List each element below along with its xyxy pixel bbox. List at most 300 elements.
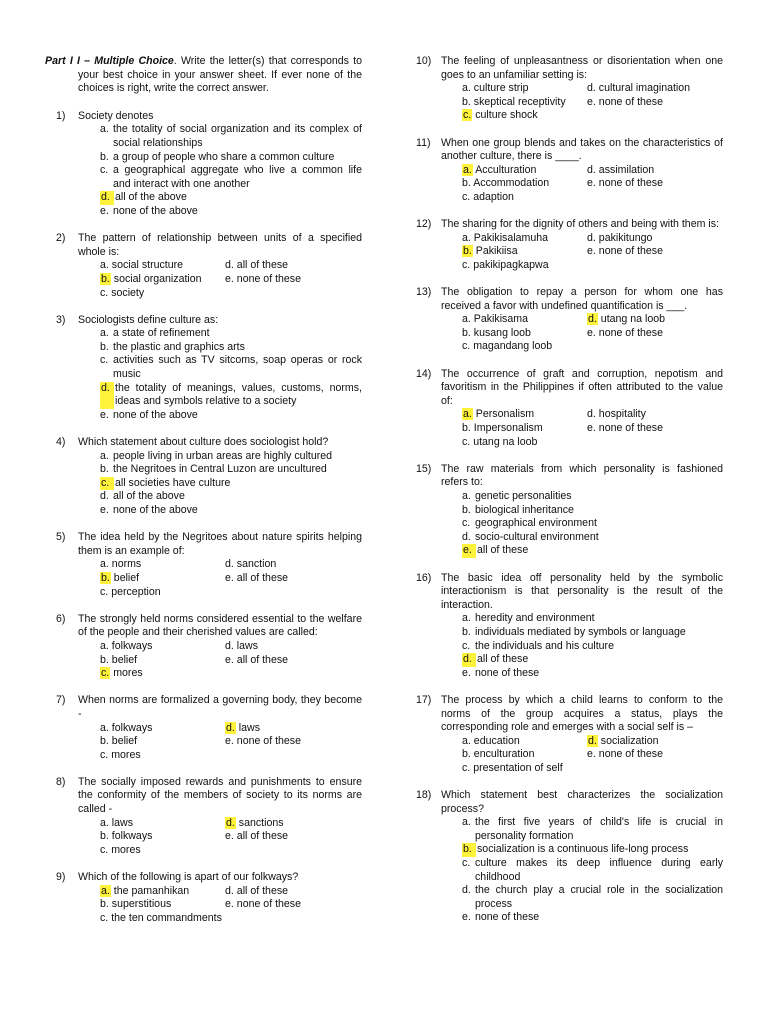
selected-answer-letter: d. xyxy=(588,734,597,747)
question-text: The basic idea off personality held by the symbolic interactionism is that personality is the result of the interaction. xyxy=(441,571,723,611)
selected-answer-letter: b. xyxy=(101,571,110,584)
answer-option xyxy=(462,653,723,667)
option-text: none of these xyxy=(598,326,664,339)
option-text: assimilation xyxy=(598,163,655,176)
option-text: folkways xyxy=(111,639,153,652)
answer-option xyxy=(100,640,225,654)
question-stem xyxy=(416,55,723,82)
question-number: 11) xyxy=(416,136,431,149)
selected-answer-letter: a. xyxy=(463,408,472,421)
answer-option xyxy=(587,422,737,436)
answer-option xyxy=(462,843,723,857)
option-letter: c. xyxy=(100,748,109,761)
question-stem xyxy=(416,286,723,313)
answer-option xyxy=(100,463,362,477)
option-letter: c. xyxy=(100,911,109,924)
option-text: norms xyxy=(111,558,142,571)
option-letter: c. xyxy=(462,258,471,271)
option-letter: c. xyxy=(462,517,471,530)
answer-option xyxy=(100,151,362,165)
answer-option xyxy=(225,722,375,736)
answer-option xyxy=(225,640,375,654)
option-text: none of the above xyxy=(113,504,198,516)
question-number: 5) xyxy=(56,531,66,544)
answer-option xyxy=(587,327,737,341)
selected-answer-letter: a. xyxy=(463,163,472,176)
question-stem xyxy=(45,776,362,817)
answer-option xyxy=(462,408,587,422)
question-number: 15) xyxy=(416,462,432,475)
selected-answer-letter: d. xyxy=(100,191,114,205)
option-letter: a. xyxy=(462,82,471,95)
option-text: folkways xyxy=(111,830,153,843)
option-text: Pakikisama xyxy=(473,313,528,326)
option-text: geographical environment xyxy=(475,517,597,530)
answer-option xyxy=(100,259,225,273)
option-text: a geographical aggregate who live a common life and interact with one another xyxy=(113,164,362,190)
answer-option xyxy=(462,436,587,450)
answer-options xyxy=(416,735,723,776)
answer-option xyxy=(462,191,587,205)
option-letter: b. xyxy=(462,422,471,435)
answer-option xyxy=(587,748,737,762)
question-item xyxy=(416,789,723,925)
selected-answer-letter: d. xyxy=(226,816,235,829)
option-text: socialization is a continuous life-long process xyxy=(477,843,689,856)
answer-option xyxy=(462,857,723,884)
option-letter: d. xyxy=(225,558,234,571)
option-letter: b. xyxy=(100,735,109,748)
option-text: magandang loob xyxy=(473,340,553,353)
option-letter: c. xyxy=(100,354,109,367)
answer-options xyxy=(45,259,362,300)
question-text: When one group blends and takes on the characteristics of another culture, there is ____. xyxy=(441,136,723,163)
answer-option xyxy=(587,82,737,96)
answer-options xyxy=(45,640,362,681)
option-text: none of the above xyxy=(113,408,198,421)
question-item xyxy=(45,232,362,300)
question-item xyxy=(45,110,362,219)
question-item xyxy=(416,463,723,558)
question-text: The sharing for the dignity of others and being with them is: xyxy=(441,218,719,231)
answer-option xyxy=(462,735,587,749)
option-letter: c. xyxy=(462,639,471,652)
option-letter: b. xyxy=(462,326,471,339)
answer-option xyxy=(225,273,375,287)
answer-option xyxy=(225,259,375,273)
selected-answer-letter: c. xyxy=(463,109,472,122)
question-number: 13) xyxy=(416,286,432,299)
option-letter: d. xyxy=(587,231,596,244)
option-text: all of the above xyxy=(113,490,185,503)
option-text: Personalism xyxy=(475,408,535,421)
option-letter: c. xyxy=(462,340,471,353)
option-letter: e. xyxy=(587,177,596,190)
answer-option xyxy=(100,382,362,409)
option-text: social structure xyxy=(111,259,184,272)
option-text: superstitious xyxy=(111,898,172,911)
option-letter: d. xyxy=(587,82,596,95)
answer-option xyxy=(587,164,737,178)
option-text: socialization xyxy=(600,734,659,747)
question-stem xyxy=(45,232,362,259)
option-text: all societies have culture xyxy=(115,476,231,489)
option-letter: a. xyxy=(100,123,109,136)
option-text: culture makes its deep influence during early childhood xyxy=(475,857,723,883)
answer-options xyxy=(45,450,362,518)
option-text: all of these xyxy=(236,830,289,843)
selected-answer-letter: d. xyxy=(462,653,476,667)
option-text: Accommodation xyxy=(473,177,550,190)
answer-option xyxy=(462,762,587,776)
answer-options xyxy=(45,722,362,763)
answer-option xyxy=(462,259,587,273)
answer-option xyxy=(100,409,362,423)
answer-options xyxy=(416,232,723,273)
option-letter: c. xyxy=(100,164,109,177)
question-stem xyxy=(45,110,362,124)
question-number: 17) xyxy=(416,693,432,706)
option-text: laws xyxy=(111,816,133,829)
answer-option xyxy=(100,817,225,831)
option-letter: b. xyxy=(462,748,471,761)
option-text: the church play a crucial role in the socialization process xyxy=(475,884,723,910)
instructions-text: . Write the letter(s) that corresponds to your best choice in your answer sheet. If ever none of the choices is right, write the correct answer. xyxy=(78,55,362,95)
question-stem xyxy=(416,137,723,164)
answer-option xyxy=(462,504,723,518)
instructions xyxy=(45,55,362,96)
question-text: The occurrence of graft and corruption, nepotism and favoritism in the Philippines if often attributed to the value of: xyxy=(441,367,723,407)
option-letter: e. xyxy=(587,326,596,339)
option-text: a state of refinement xyxy=(113,327,210,340)
option-letter: a. xyxy=(462,612,471,625)
selected-answer-letter: d. xyxy=(226,721,235,734)
option-text: adaption xyxy=(473,190,514,203)
option-letter: c. xyxy=(462,435,471,448)
option-letter: c. xyxy=(100,286,109,299)
answer-option xyxy=(462,531,723,545)
question-text: Which statement about culture does sociologist hold? xyxy=(78,436,329,449)
question-number: 1) xyxy=(56,109,66,122)
answer-option xyxy=(100,912,225,926)
answer-option xyxy=(100,341,362,355)
option-text: sanction xyxy=(236,558,277,571)
option-text: all of these xyxy=(477,544,529,557)
answer-option xyxy=(462,96,587,110)
option-text: none of these xyxy=(236,735,302,748)
question-number: 4) xyxy=(56,436,66,449)
option-text: the totality of meanings, values, customs, norms, ideas and symbols relative to a society xyxy=(115,381,362,408)
selected-answer-letter: e. xyxy=(462,544,476,558)
option-text: belief xyxy=(113,571,140,584)
question-stem xyxy=(416,368,723,409)
option-text: belief xyxy=(111,735,138,748)
answer-options xyxy=(45,327,362,422)
answer-option xyxy=(462,884,723,911)
question-stem xyxy=(45,314,362,328)
option-text: cultural imagination xyxy=(598,82,691,95)
option-letter: e. xyxy=(587,748,596,761)
option-text: none of these xyxy=(598,95,664,108)
option-text: the plastic and graphics arts xyxy=(113,340,245,353)
answer-option xyxy=(462,626,723,640)
option-text: Impersonalism xyxy=(473,422,543,435)
option-text: the Negritoes in Central Luzon are uncultured xyxy=(113,463,327,476)
option-letter: d. xyxy=(587,163,596,176)
answer-option xyxy=(587,313,737,327)
option-letter: d. xyxy=(100,490,109,503)
option-text: mores xyxy=(113,667,143,680)
answer-options xyxy=(416,313,723,354)
option-text: sanctions xyxy=(238,816,284,829)
answer-option xyxy=(100,164,362,191)
option-text: education xyxy=(473,734,520,747)
option-letter: e. xyxy=(587,422,596,435)
option-text: perception xyxy=(111,585,161,598)
question-number: 18) xyxy=(416,789,432,802)
option-letter: a. xyxy=(100,259,109,272)
option-text: society xyxy=(111,286,145,299)
answer-option xyxy=(587,735,737,749)
question-number: 12) xyxy=(416,218,432,231)
answer-option xyxy=(100,504,362,518)
answer-option xyxy=(462,340,587,354)
option-text: kusang loob xyxy=(473,326,531,339)
question-number: 10) xyxy=(416,55,432,67)
option-text: the individuals and his culture xyxy=(475,639,614,652)
option-letter: d. xyxy=(462,884,471,897)
option-text: culture strip xyxy=(473,82,529,95)
answer-option xyxy=(462,82,587,96)
option-text: the pamanhikan xyxy=(113,884,190,897)
option-text: utang na loob xyxy=(473,435,538,448)
left-column xyxy=(45,55,362,939)
selected-answer-letter: d. xyxy=(588,313,597,326)
answer-options xyxy=(416,490,723,558)
option-text: socio-cultural environment xyxy=(475,530,599,543)
option-letter: b. xyxy=(100,830,109,843)
answer-option xyxy=(100,572,225,586)
option-text: presentation of self xyxy=(473,761,563,774)
option-letter: a. xyxy=(100,639,109,652)
question-item xyxy=(45,694,362,762)
question-item xyxy=(416,137,723,205)
option-letter: e. xyxy=(225,272,234,285)
question-item xyxy=(45,436,362,518)
option-letter: e. xyxy=(462,911,471,924)
option-text: the totality of social organization and its complex of social relationships xyxy=(113,123,362,149)
question-text: The pattern of relationship between units of a specified whole is: xyxy=(78,232,362,258)
answer-option xyxy=(100,586,225,600)
question-stem xyxy=(416,789,723,816)
question-number: 2) xyxy=(56,232,66,245)
answer-option xyxy=(462,816,723,843)
answer-option xyxy=(462,164,587,178)
question-stem xyxy=(416,463,723,490)
option-text: people living in urban areas are highly cultured xyxy=(113,449,333,462)
answer-option xyxy=(587,408,737,422)
question-item xyxy=(45,314,362,423)
option-letter: e. xyxy=(225,830,234,843)
option-text: a group of people who share a common culture xyxy=(113,150,335,163)
option-letter: b. xyxy=(462,177,471,190)
option-text: all of these xyxy=(477,653,529,666)
answer-option xyxy=(100,558,225,572)
option-letter: a. xyxy=(462,734,471,747)
question-number: 9) xyxy=(56,871,66,884)
answer-options xyxy=(45,123,362,218)
option-letter: c. xyxy=(462,857,471,870)
option-letter: b. xyxy=(462,625,471,638)
question-number: 14) xyxy=(416,367,432,380)
answer-option xyxy=(100,722,225,736)
option-text: none of these xyxy=(598,245,664,258)
question-item xyxy=(416,368,723,450)
option-letter: e. xyxy=(225,653,234,666)
option-text: none of the above xyxy=(113,204,198,217)
part-title: Part I I – Multiple Choice xyxy=(45,55,174,67)
option-text: Pakikisalamuha xyxy=(473,231,548,244)
option-text: folkways xyxy=(111,721,153,734)
option-letter: e. xyxy=(462,666,471,679)
option-text: none of these xyxy=(475,666,540,679)
answer-option xyxy=(587,96,737,110)
option-letter: a. xyxy=(100,721,109,734)
answer-options xyxy=(416,82,723,123)
option-letter: e. xyxy=(587,245,596,258)
option-text: biological inheritance xyxy=(475,503,574,516)
question-item xyxy=(45,776,362,858)
answer-option xyxy=(462,612,723,626)
option-text: laws xyxy=(238,721,260,734)
option-text: activities such as TV sitcoms, soap operas or rock music xyxy=(113,354,362,381)
option-letter: a. xyxy=(462,816,471,829)
option-letter: b. xyxy=(100,653,109,666)
answer-option xyxy=(100,654,225,668)
answer-option xyxy=(587,245,737,259)
question-text: The raw materials from which personality is fashioned refers to: xyxy=(441,462,723,489)
option-letter: a. xyxy=(100,449,109,462)
answer-option xyxy=(462,313,587,327)
option-letter: a. xyxy=(100,558,109,571)
answer-option xyxy=(225,654,375,668)
selected-answer-letter: c. xyxy=(100,477,114,491)
option-letter: c. xyxy=(100,585,109,598)
question-stem xyxy=(416,694,723,735)
option-text: utang na loob xyxy=(600,313,666,326)
question-item xyxy=(416,55,723,123)
answer-option xyxy=(100,749,225,763)
option-text: hospitality xyxy=(598,408,646,421)
selected-answer-letter: d. xyxy=(100,382,114,409)
option-letter: b. xyxy=(100,463,109,476)
question-item xyxy=(416,694,723,776)
option-letter: b. xyxy=(100,898,109,911)
answer-option xyxy=(462,517,723,531)
question-stem xyxy=(45,871,362,885)
question-stem xyxy=(45,531,362,558)
question-text: The process by which a child learns to conform to the norms of the group acquires a status, plays the corresponding role and emerges with a social self is – xyxy=(441,693,723,734)
question-text: The socially imposed rewards and punishments to ensure the conformity of the members of society to its norms are called - xyxy=(78,775,362,816)
answer-options xyxy=(45,817,362,858)
option-letter: b. xyxy=(462,95,471,108)
answer-options xyxy=(45,558,362,599)
option-text: all of these xyxy=(236,571,289,584)
answer-option xyxy=(100,450,362,464)
question-stem xyxy=(45,436,362,450)
answer-option xyxy=(462,911,723,925)
option-text: pakikipagkapwa xyxy=(473,258,549,271)
answer-option xyxy=(100,490,362,504)
question-list-left xyxy=(45,110,362,926)
answer-option xyxy=(587,232,737,246)
option-letter: b. xyxy=(100,340,109,353)
answer-option xyxy=(100,287,225,301)
question-list-right xyxy=(416,55,723,925)
answer-option xyxy=(100,205,362,219)
question-item xyxy=(416,572,723,681)
answer-option xyxy=(225,558,375,572)
option-letter: a. xyxy=(100,816,109,829)
question-number: 8) xyxy=(56,775,66,788)
option-text: social organization xyxy=(113,272,202,285)
answer-option xyxy=(100,123,362,150)
question-text: Society denotes xyxy=(78,109,154,122)
option-text: mores xyxy=(111,843,141,856)
option-letter: a. xyxy=(462,490,471,502)
answer-option xyxy=(100,191,362,205)
option-letter: d. xyxy=(462,530,471,543)
option-text: individuals mediated by symbols or language xyxy=(475,625,686,638)
selected-answer-letter: b. xyxy=(462,843,476,857)
selected-answer-letter: b. xyxy=(101,272,110,285)
option-text: belief xyxy=(111,653,138,666)
option-text: none of these xyxy=(475,911,540,924)
option-letter: a. xyxy=(100,327,109,340)
answer-option xyxy=(462,544,723,558)
question-stem xyxy=(416,572,723,613)
answer-option xyxy=(225,572,375,586)
option-text: Pakikiisa xyxy=(475,245,518,258)
option-text: genetic personalities xyxy=(475,490,572,502)
question-text: The feeling of unpleasantness or disorientation when one goes to an unfamiliar setting is: xyxy=(441,55,723,81)
option-text: enculturation xyxy=(473,748,535,761)
option-text: all of these xyxy=(236,884,289,897)
option-letter: d. xyxy=(587,408,596,421)
question-item xyxy=(45,531,362,599)
option-text: all of the above xyxy=(115,191,187,204)
answer-option xyxy=(225,898,375,912)
option-text: laws xyxy=(236,639,258,652)
answer-option xyxy=(462,422,587,436)
answer-option xyxy=(462,109,587,123)
option-text: all of these xyxy=(236,653,289,666)
answer-options xyxy=(416,816,723,925)
answer-option xyxy=(225,735,375,749)
question-text: Which statement best characterizes the socialization process? xyxy=(441,789,723,815)
option-text: Acculturation xyxy=(475,163,537,176)
option-text: none of these xyxy=(598,422,664,435)
option-letter: a. xyxy=(462,231,471,244)
option-letter: a. xyxy=(462,313,471,326)
answer-option xyxy=(462,667,723,681)
option-letter: e. xyxy=(587,95,596,108)
question-stem xyxy=(45,613,362,640)
option-letter: b. xyxy=(462,503,471,516)
answer-option xyxy=(462,177,587,191)
question-stem xyxy=(45,694,362,721)
answer-option xyxy=(100,273,225,287)
